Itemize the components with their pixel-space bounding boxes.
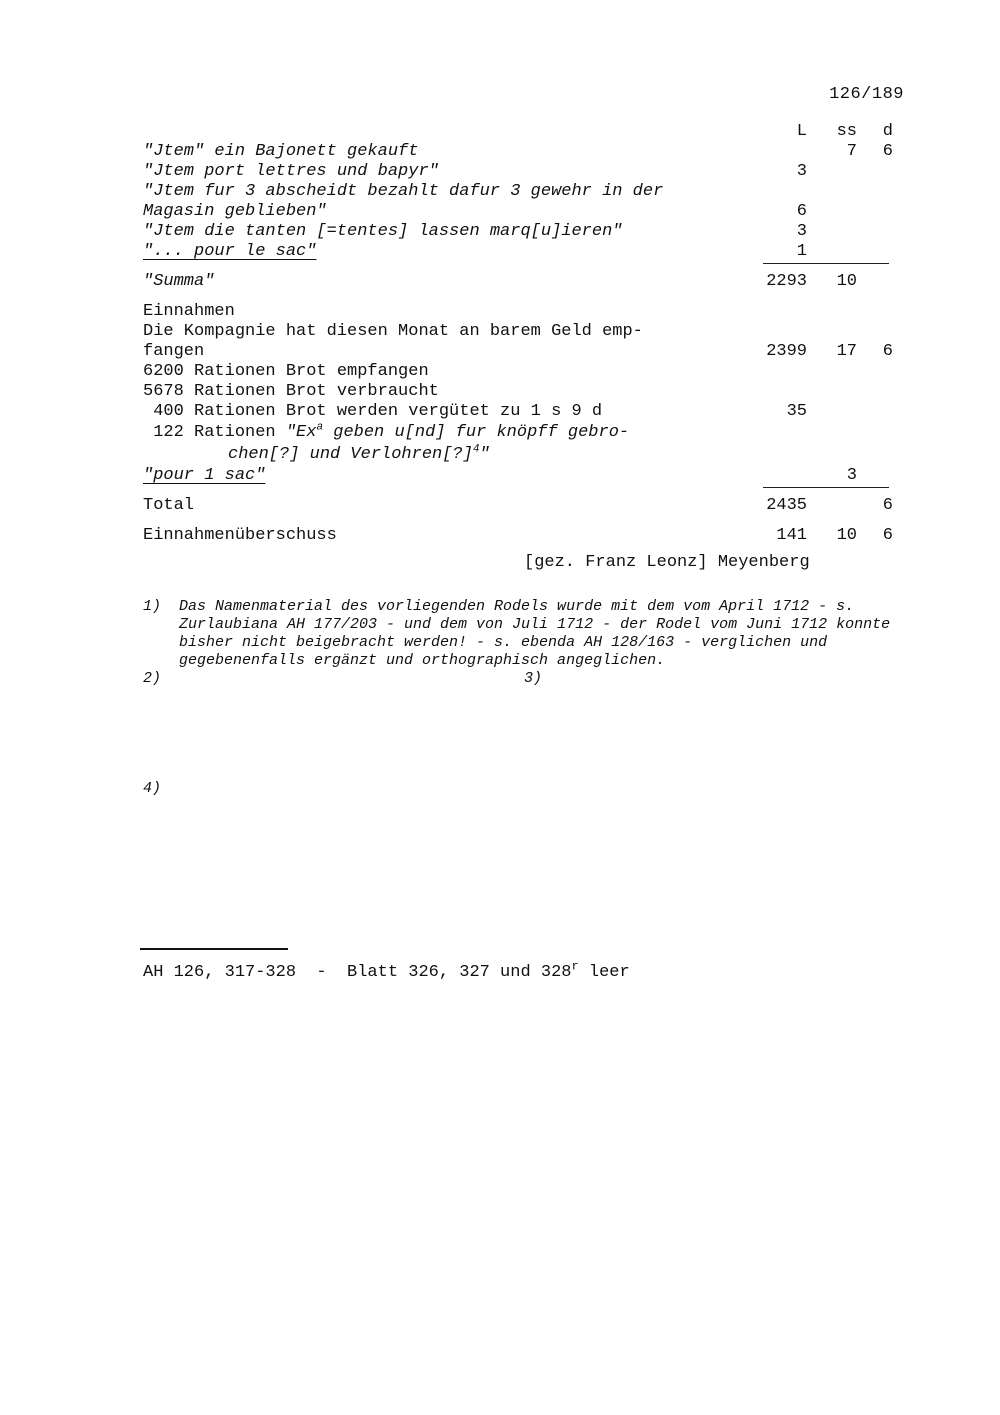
ueberschuss-ss: 10 bbox=[836, 526, 857, 545]
income-row bbox=[143, 466, 903, 486]
income-text: fangen bbox=[143, 342, 205, 361]
ueberschuss-row bbox=[143, 526, 903, 546]
column-header-l: L bbox=[796, 122, 807, 141]
income-text: "pour 1 sac" bbox=[143, 466, 266, 485]
expense-ss: 7 bbox=[846, 142, 857, 161]
expense-text: "Jtem port lettres und bapyr" bbox=[143, 162, 439, 181]
rationen-close: " bbox=[479, 445, 490, 464]
footnote-number: 4) bbox=[143, 780, 162, 797]
ueberschuss-d: 6 bbox=[882, 526, 893, 545]
summa-l: 2293 bbox=[766, 272, 807, 291]
expense-l: 3 bbox=[796, 222, 807, 241]
income-d: 6 bbox=[882, 342, 893, 361]
total-l: 2435 bbox=[766, 496, 807, 515]
expense-row bbox=[143, 142, 903, 162]
total-row bbox=[143, 496, 903, 516]
income-l: 35 bbox=[786, 402, 807, 421]
footnote-separator-rule bbox=[140, 948, 288, 950]
income-row bbox=[143, 382, 903, 402]
summa-row bbox=[143, 272, 903, 292]
expense-d: 6 bbox=[882, 142, 893, 161]
expense-text: "Jtem die tanten [=tentes] lassen marq[u]ieren" bbox=[143, 222, 623, 241]
expense-l: 1 bbox=[796, 242, 807, 261]
expense-text: "Jtem" ein Bajonett gekauft bbox=[143, 142, 419, 161]
expense-text: Magasin geblieben" bbox=[143, 202, 327, 221]
expense-row bbox=[143, 222, 903, 242]
total-label: Total bbox=[143, 496, 195, 515]
column-header-d: d bbox=[882, 122, 893, 141]
income-row bbox=[143, 402, 903, 422]
income-ss: 3 bbox=[846, 466, 857, 485]
income-row bbox=[143, 422, 903, 444]
summa-label: "Summa" bbox=[143, 272, 215, 291]
rationen-prefix: 122 Rationen bbox=[143, 423, 286, 442]
footnote-4 bbox=[143, 780, 913, 798]
rationen-line2: chen[?] und Verlohren[?] bbox=[228, 445, 473, 464]
income-ss: 17 bbox=[836, 342, 857, 361]
expense-row bbox=[143, 202, 903, 222]
column-header-ss: ss bbox=[836, 122, 857, 141]
income-row bbox=[143, 362, 903, 382]
footnote-number: 2) bbox=[143, 670, 162, 687]
income-row bbox=[143, 322, 903, 342]
ledger-table bbox=[143, 122, 903, 546]
income-l: 2399 bbox=[766, 342, 807, 361]
sum-rule bbox=[763, 487, 889, 488]
income-text: Die Kompagnie hat diesen Monat an barem Geld emp- bbox=[143, 322, 643, 341]
expense-text: "... pour le sac" bbox=[143, 242, 317, 261]
page-number: 126/189 bbox=[829, 85, 904, 104]
sum-rule bbox=[763, 263, 889, 264]
source-reference bbox=[143, 959, 630, 982]
source-suffix: leer bbox=[578, 963, 630, 982]
income-text bbox=[143, 422, 629, 444]
footnotes bbox=[143, 598, 913, 798]
total-d: 6 bbox=[882, 496, 893, 515]
source-text: AH 126, 317-328 - Blatt 326, 327 und 328 bbox=[143, 963, 572, 982]
expense-l: 6 bbox=[796, 202, 807, 221]
rationen-sup-a: a bbox=[316, 421, 324, 434]
column-header-row bbox=[143, 122, 903, 142]
ueberschuss-label: Einnahmenüberschuss bbox=[143, 526, 337, 545]
footnote-1 bbox=[143, 598, 913, 670]
income-text bbox=[228, 444, 490, 466]
expense-row bbox=[143, 182, 903, 202]
income-heading-text: Einnahmen bbox=[143, 302, 235, 321]
expense-row bbox=[143, 162, 903, 182]
footnote-ref-4: 4 bbox=[472, 443, 480, 456]
expense-l: 3 bbox=[796, 162, 807, 181]
ueberschuss-l: 141 bbox=[776, 526, 807, 545]
income-text: 5678 Rationen Brot verbraucht bbox=[143, 382, 439, 401]
footnote-number: 3) bbox=[524, 670, 543, 687]
rationen-rest: geben u[nd] fur knöpff gebro- bbox=[323, 423, 630, 442]
income-text: 400 Rationen Brot werden vergütet zu 1 s 9 d bbox=[143, 402, 603, 421]
expense-row bbox=[143, 242, 903, 262]
footnote-number: 1) bbox=[143, 598, 162, 615]
income-text: 6200 Rationen Brot empfangen bbox=[143, 362, 429, 381]
footnote-text: Das Namenmaterial des vorliegenden Rodels wurde mit dem vom April 1712 - s. Zurlaubiana AH 177/203 - und dem von Juli 1712 - der Rodel vom Juni 1712 konnte bisher nicht beigebracht werden! - s. ebenda AH 128/163 - verglichen und gegebenenfalls ergänzt und orthographisch angeglichen. bbox=[179, 598, 891, 669]
summa-ss: 10 bbox=[836, 272, 857, 291]
rationen-ex: "Ex bbox=[285, 423, 317, 442]
expense-text: "Jtem fur 3 abscheidt bezahlt dafur 3 gewehr in der bbox=[143, 182, 664, 201]
source-sup: r bbox=[571, 959, 579, 974]
income-row bbox=[143, 444, 903, 466]
signature: [gez. Franz Leonz] Meyenberg bbox=[524, 553, 810, 572]
income-heading bbox=[143, 302, 903, 322]
income-row bbox=[143, 342, 903, 362]
footnote-2-3 bbox=[143, 670, 913, 688]
